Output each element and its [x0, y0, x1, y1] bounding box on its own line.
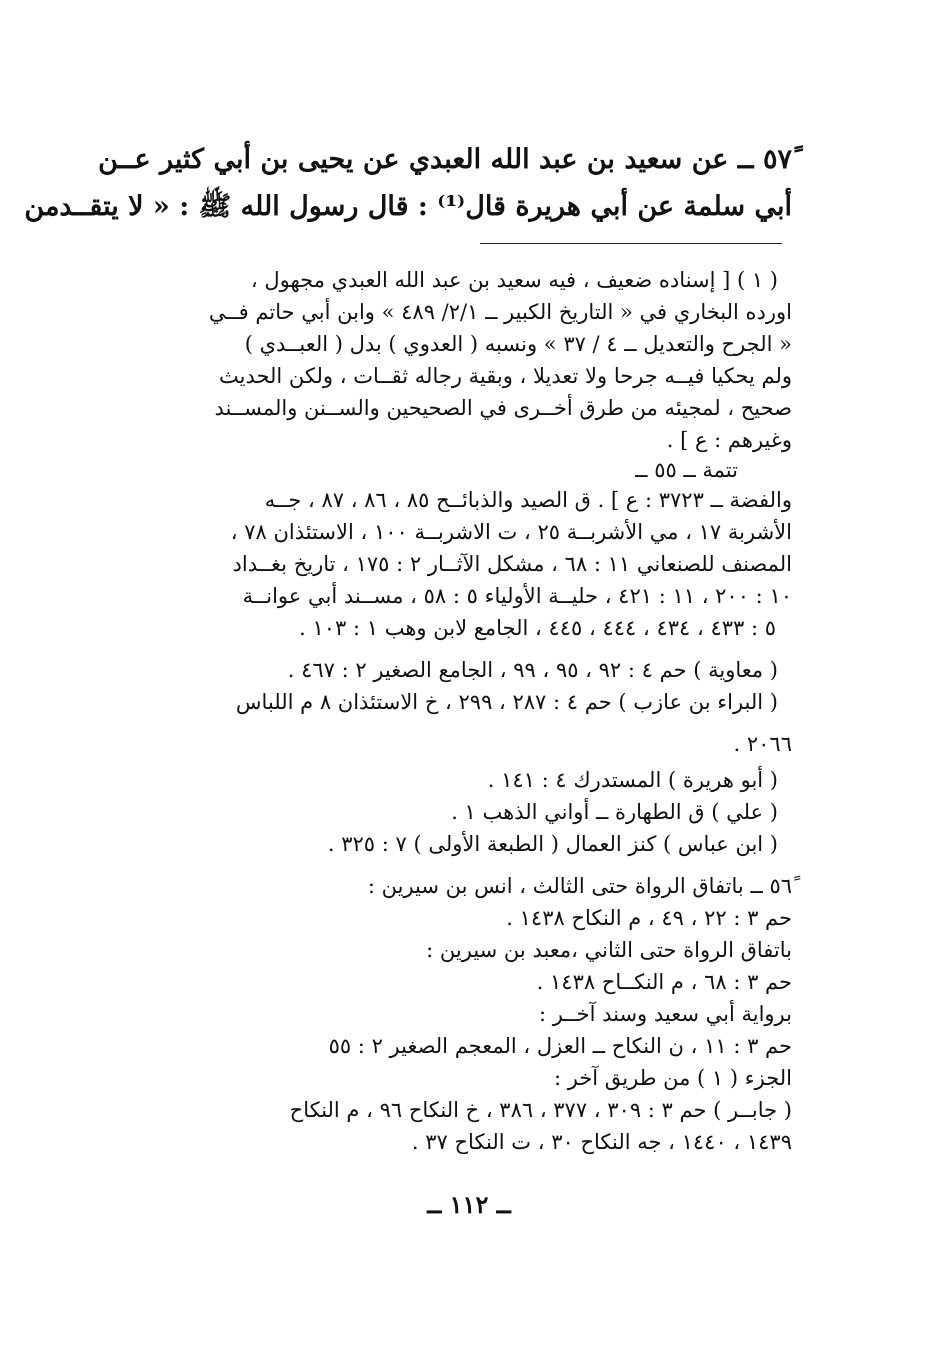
footnote-line: صحيح ، لمجيئه من طرق أخــرى في الصحيحين والســنن والمســند [214, 396, 792, 420]
reference-line: ٥٦ً ــ باتفاق الرواة حتى الثالث ، انس بن سيرين : [367, 874, 792, 898]
reference-line: باتفاق الرواة حتى الثاني ،معبد بن سيرين : [426, 938, 792, 962]
reference-line: برواية أبي سعيد وسند آخــر : [538, 1002, 792, 1026]
reference-line: حم ٣ : ٦٨ ، م النكــاح ١٤٣٨ . [536, 970, 792, 994]
footnote-line: ( ١ ) [ إسناده ضعيف ، فيه سعيد بن عبد الله العبدي مجهول ، [250, 268, 778, 292]
page-number: ــ ١١٢ ــ [427, 1190, 511, 1219]
reference-line: ( ابن عباس ) كنز العمال ( الطبعة الأولى ) ٧ : ٣٢٥ . [327, 832, 778, 856]
reference-line: ( معاوية ) حم ٤ : ٩٢ ، ٩٥ ، ٩٩ ، الجامع الصغير ٢ : ٤٦٧ . [287, 658, 778, 682]
reference-line: الأشربة ١٧ ، مي الأشربــة ٢٥ ، ت الاشربــة ١٠٠ ، الاستئذان ٧٨ ، [230, 520, 792, 544]
hadith-text-line-2: أبي سلمة عن أبي هريرة قال⁽¹⁾ : قال رسول الله ﷺ : « لا يتقــدمن [24, 191, 792, 222]
footnote-line: اورده البخاري في « التاريخ الكبير ــ ٢/١/ ٤٨٩ » وابن أبي حاتم فــي [208, 300, 792, 324]
footnote-line: « الجرح والتعديل ــ ٤ / ٣٧ » ونسبه ( العدوي ) بدل ( العبــدي ) [244, 332, 792, 356]
reference-line: ( علي ) ق الطهارة ــ أواني الذهب ١ . [451, 800, 778, 824]
reference-line: ١٤٣٩ ، ١٤٤٠ ، جه النكاح ٣٠ ، ت النكاح ٣٧ . [411, 1130, 792, 1154]
reference-line: ( جابــر ) حم ٣ : ٣٠٩ ، ٣٧٧ ، ٣٨٦ ، خ النكاح ٩٦ ، م النكاح [289, 1098, 792, 1122]
footnote-line: ولم يحكيا فيــه جرحا ولا تعديلا ، وبقية رجاله ثقــات ، ولكن الحديث [218, 364, 792, 388]
section-heading: تتمة ــ ٥٥ ــ [635, 458, 738, 482]
reference-line: المصنف للصنعاني ١١ : ٦٨ ، مشكل الآثــار ٢ : ١٧٥ ، تاريخ بغــداد [232, 552, 792, 576]
reference-line: حم ٣ : ٢٢ ، ٤٩ ، م النكاح ١٤٣٨ . [506, 906, 792, 930]
reference-line: ٢٠٦٦ . [733, 732, 792, 756]
footnote-line: وغيرهم : ع ] . [666, 428, 792, 452]
reference-line: ( أبو هريرة ) المستدرك ٤ : ١٤١ . [487, 768, 778, 792]
hadith-text-line-1: ٥٧ً ــ عن سعيد بن عبد الله العبدي عن يحيى بن أبي كثير عــن [98, 144, 792, 175]
reference-line: ٥ : ٤٣٣ ، ٤٣٤ ، ٤٤٤ ، ٤٤٥ ، الجامع لابن وهب ١ : ١٠٣ . [299, 616, 776, 640]
reference-line: حم ٣ : ١١ ، ن النكاح ــ العزل ، المعجم الصغير ٢ : ٥٥ [328, 1034, 792, 1058]
reference-line: ( البراء بن عازب ) حم ٤ : ٢٨٧ ، ٢٩٩ ، خ الاستئذان ٨ م اللباس [235, 690, 778, 714]
footnote-separator [480, 243, 782, 244]
reference-line: ١٠ : ٢٠٠ ، ١١ : ٤٢١ ، حليــة الأولياء ٥ : ٥٨ ، مســند أبي عوانــة [242, 584, 792, 608]
reference-line: الجزء ( ١ ) من طريق آخر : [553, 1066, 792, 1090]
reference-line: والفضة ــ ٣٧٢٣ : ع ] . ق الصيد والذبائــح ٨٥ ، ٨٦ ، ٨٧ ، جــه [264, 488, 792, 512]
